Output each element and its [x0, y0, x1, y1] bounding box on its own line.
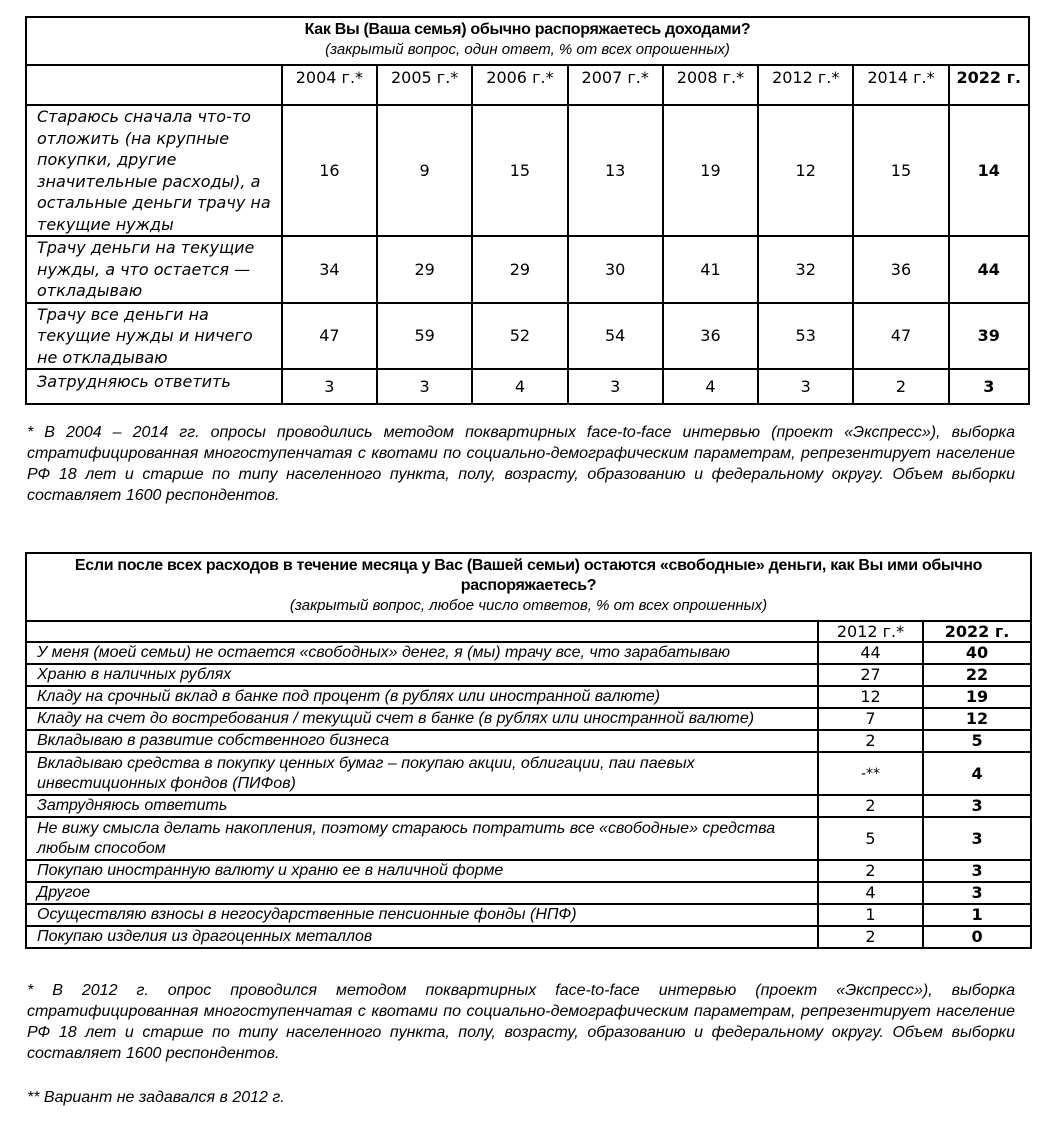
cell-value: 9	[377, 105, 472, 236]
table2-footnote-2: ** Вариант не задавался в 2012 г.	[27, 1089, 285, 1106]
table-title: Если после всех расходов в течение месяца у Вас (Вашей семьи) остаются «свободные» деньги, как Вы ими обычно распоряжаетесь?	[74, 557, 983, 594]
table-title-row	[26, 17, 1029, 65]
cell-value: 3	[923, 795, 1031, 817]
table-row	[26, 664, 1031, 686]
column-header: 2022 г.	[923, 621, 1031, 642]
cell-value: 2	[818, 926, 923, 948]
cell-value: 3	[282, 369, 377, 404]
table-header-row	[26, 621, 1031, 642]
table-title-cell	[26, 553, 1031, 621]
row-label: Не вижу смысла делать накопления, поэтому стараюсь потратить все «свободные» средства любым способом	[26, 817, 818, 860]
table-row	[26, 303, 1029, 370]
cell-value: 12	[923, 708, 1031, 730]
cell-value: 40	[923, 642, 1031, 664]
table-row	[26, 369, 1029, 404]
cell-value: 12	[758, 105, 853, 236]
cell-value: 34	[282, 236, 377, 303]
row-label: Другое	[26, 882, 818, 904]
table-row	[26, 236, 1029, 303]
column-header: 2006 г.*	[472, 65, 567, 105]
column-header: 2012 г.*	[818, 621, 923, 642]
cell-value: 44	[818, 642, 923, 664]
cell-value: 19	[663, 105, 758, 236]
cell-value: 15	[472, 105, 567, 236]
cell-value: 1	[818, 904, 923, 926]
cell-value: 29	[472, 236, 567, 303]
free-money-table	[25, 552, 1032, 949]
table-row	[26, 795, 1031, 817]
table-title-row	[26, 553, 1031, 621]
cell-value: 47	[282, 303, 377, 370]
cell-value: 36	[663, 303, 758, 370]
cell-value: 47	[853, 303, 948, 370]
income-disposal-table	[25, 16, 1030, 405]
cell-value: 52	[472, 303, 567, 370]
table-subtitle: (закрытый вопрос, любое число ответов, % от всех опрошенных)	[289, 597, 768, 614]
table-row	[26, 105, 1029, 236]
cell-value: 14	[949, 105, 1029, 236]
cell-value: 3	[949, 369, 1029, 404]
cell-value: 16	[282, 105, 377, 236]
cell-value: 4	[472, 369, 567, 404]
column-header: 2004 г.*	[282, 65, 377, 105]
column-header: 2005 г.*	[377, 65, 472, 105]
row-label: Затрудняюсь ответить	[26, 795, 818, 817]
row-label: У меня (моей семьи) не остается «свободных» денег, я (мы) трачу все, что зарабатываю	[26, 642, 818, 664]
cell-value: 3	[923, 882, 1031, 904]
table-title: Как Вы (Ваша семья) обычно распоряжаетесь доходами?	[304, 21, 751, 38]
table-row	[26, 817, 1031, 860]
table1-footnote: * В 2004 – 2014 гг. опросы проводились методом поквартирных face-to-face интервью (проект «Экспресс»), выборка стратифицированная многоступенчатая с квотами по социально-демографическим параметрам, репрезентирует население РФ 18 лет и старше по типу населенного пункта, полу, возрасту, образованию и федеральному округу. Объем выборки составляет 1600 респондентов.	[27, 424, 1015, 504]
cell-value: 5	[818, 817, 923, 860]
cell-value: 22	[923, 664, 1031, 686]
table-row	[26, 860, 1031, 882]
row-label: Кладу на счет до востребования / текущий счет в банке (в рублях или иностранной валюте)	[26, 708, 818, 730]
cell-value: 4	[923, 752, 1031, 795]
row-label: Стараюсь сначала что-то отложить (на крупные покупки, другие значительные расходы), а остальные деньги трачу на текущие нужды	[26, 105, 282, 236]
table-row	[26, 708, 1031, 730]
table-row	[26, 730, 1031, 752]
row-label: Затрудняюсь ответить	[26, 369, 282, 404]
cell-value: 19	[923, 686, 1031, 708]
cell-value: 3	[568, 369, 663, 404]
column-header: 2012 г.*	[758, 65, 853, 105]
cell-value: 44	[949, 236, 1029, 303]
cell-value: 27	[818, 664, 923, 686]
column-header: 2022 г.	[949, 65, 1029, 105]
cell-value: 15	[853, 105, 948, 236]
cell-value: 2	[818, 795, 923, 817]
cell-value: 59	[377, 303, 472, 370]
table-header-row	[26, 65, 1029, 105]
row-label: Покупаю иностранную валюту и храню ее в наличной форме	[26, 860, 818, 882]
row-label: Покупаю изделия из драгоценных металлов	[26, 926, 818, 948]
header-empty-cell	[26, 621, 818, 642]
cell-value: 41	[663, 236, 758, 303]
cell-value: 2	[818, 730, 923, 752]
cell-value: 3	[377, 369, 472, 404]
cell-value: 3	[923, 860, 1031, 882]
cell-value: 5	[923, 730, 1031, 752]
row-label: Осуществляю взносы в негосударственные пенсионные фонды (НПФ)	[26, 904, 818, 926]
cell-value: 2	[818, 860, 923, 882]
cell-value: 2	[853, 369, 948, 404]
table-row	[26, 904, 1031, 926]
cell-value: 54	[568, 303, 663, 370]
column-header: 2014 г.*	[853, 65, 948, 105]
cell-value: 3	[758, 369, 853, 404]
row-label: Вкладываю в развитие собственного бизнеса	[26, 730, 818, 752]
cell-value: 4	[818, 882, 923, 904]
row-label: Вкладываю средства в покупку ценных бумаг – покупаю акции, облигации, паи паевых инвестиционных фондов (ПИФов)	[26, 752, 818, 795]
column-header: 2007 г.*	[568, 65, 663, 105]
row-label: Трачу все деньги на текущие нужды и ничего не откладываю	[26, 303, 282, 370]
cell-value: 7	[818, 708, 923, 730]
header-empty-cell	[26, 65, 282, 105]
table-row	[26, 752, 1031, 795]
cell-value: 29	[377, 236, 472, 303]
cell-value: 13	[568, 105, 663, 236]
cell-value: 32	[758, 236, 853, 303]
table-row	[26, 686, 1031, 708]
cell-value: -**	[818, 752, 923, 795]
cell-value: 39	[949, 303, 1029, 370]
cell-value: 4	[663, 369, 758, 404]
column-header: 2008 г.*	[663, 65, 758, 105]
table-row	[26, 642, 1031, 664]
cell-value: 53	[758, 303, 853, 370]
cell-value: 3	[923, 817, 1031, 860]
table2-footnote: * В 2012 г. опрос проводился методом поквартирных face-to-face интервью (проект «Экспресс»), выборка стратифицированная многоступенчатая с квотами по социально-демографическим параметрам, репрезентирует население РФ 18 лет и старше по типу населенного пункта, полу, возрасту, образованию и федеральному округу. Объем выборки составляет 1600 респондентов.	[27, 982, 1015, 1062]
cell-value: 0	[923, 926, 1031, 948]
table-row	[26, 882, 1031, 904]
row-label: Кладу на срочный вклад в банке под процент (в рублях или иностранной валюте)	[26, 686, 818, 708]
cell-value: 12	[818, 686, 923, 708]
table-subtitle: (закрытый вопрос, один ответ, % от всех опрошенных)	[325, 41, 730, 58]
row-label: Трачу деньги на текущие нужды, а что остается — откладываю	[26, 236, 282, 303]
cell-value: 36	[853, 236, 948, 303]
cell-value: 1	[923, 904, 1031, 926]
table-title-cell	[26, 17, 1029, 65]
table-row	[26, 926, 1031, 948]
row-label: Храню в наличных рублях	[26, 664, 818, 686]
cell-value: 30	[568, 236, 663, 303]
